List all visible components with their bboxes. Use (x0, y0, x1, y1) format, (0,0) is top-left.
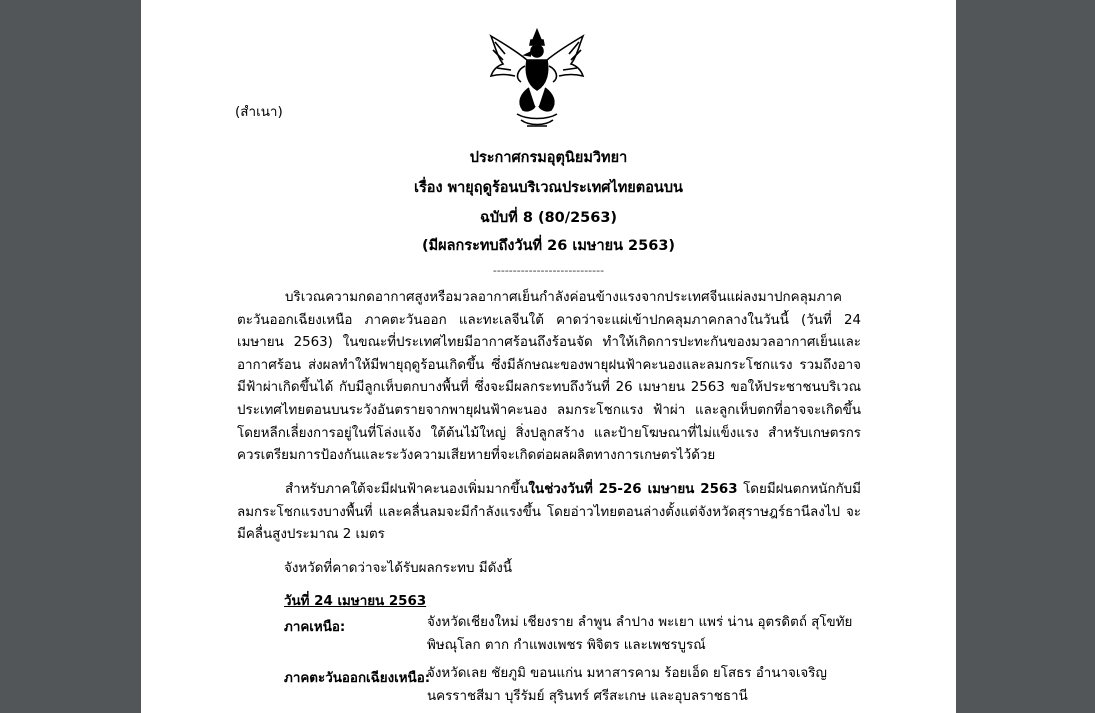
document-subject: เรื่อง พายุฤดูร้อนบริเวณประเทศไทยตอนบน (414, 180, 683, 196)
paragraph-1 (237, 287, 861, 468)
document-title: ประกาศกรมอุตุนิยมวิทยา (469, 150, 628, 166)
region-text-north: จังหวัดเชียงใหม่ เชียงราย ลำพูน ลำปาง พะเยา แพร่ น่าน อุตรดิตถ์ สุโขทัย พิษณุโลก ตาก กำแพงเพชร พิจิตร และเพชรบูรณ์ (427, 615, 853, 653)
copy-mark: (สำเนา) (235, 104, 283, 120)
paragraph-2-post: โดยมีฝนตกหนักกับมีลมกระโชกแรงบางพื้นที่ และคลื่นลมจะมีกำลังแรงขึ้น โดยอ่าวไทยตอนล่างตั้งแต่จังหวัดสุราษฎร์ธานีลงไป จะมีคลื่นสูงประมาณ 2 เมตร (237, 482, 861, 543)
region-text-northeast: จังหวัดเลย ชัยภูมิ ขอนแก่น มหาสารคาม ร้อยเอ็ด ยโสธร อำนาจเจริญ นครราชสีมา บุรีรัมย์ สุรินทร์ ศรีสะเกษ และอุบลราชธานี (427, 666, 827, 704)
region-label-north: ภาคเหนือ: (284, 620, 346, 635)
document-effective-date: (มีผลกระทบถึงวันที่ 26 เมษายน 2563) (421, 238, 676, 254)
paragraph-2-pre: สำหรับภาคใต้จะมีฝนฟ้าคะนองเพิ่มมากขึ้น (285, 482, 529, 497)
document-issue: ฉบับที่ 8 (80/2563) (479, 210, 618, 226)
date-heading: วันที่ 24 เมษายน 2563 (284, 594, 427, 609)
affected-intro: จังหวัดที่คาดว่าจะได้รับผลกระทบ มีดังนี้ (284, 561, 512, 576)
paragraph-1-text: บริเวณความกดอากาศสูงหรือมวลอากาศเย็นกำลังค่อนข้างแรงจากประเทศจีนแผ่ลงมาปกคลุมภาคตะวันออกเฉียงเหนือ ภาคตะวันออก และทะเลจีนใต้ คาดว่าจะแผ่เข้าปกคลุมภาคกลางในวันนี้ (วันที่ 24 เมษายน 2563) ในขณะที่ประเทศไทยมีอากาศร้อนถึงร้อนจัด ทำให้เกิดการปะทะกันของมวลอากาศเย็นและอากาศร้อน ส่งผลทำให้มีพายุฤดูร้อนเกิดขึ้น ซึ่งมีลักษณะของพายุฝนฟ้าคะนองและลมกระโชกแรง รวมถึงอาจมีฟ้าผ่าเกิดขึ้นได้ กับมีลูกเห็บตกบางพื้นที่ ซึ่งจะมีผลกระทบถึงวันที่ 26 เมษายน 2563 ขอให้ประชาชนบริเวณประเทศไทยตอนบนระวังอันตรายจากพายุฝนฟ้าคะนอง ลมกระโชกแรง ฟ้าผ่า และลูกเห็บตกที่อาจจะเกิดขึ้น โดยหลีกเลี่ยงการอยู่ในที่โล่งแจ้ง ใต้ต้นไม้ใหญ่ สิ่งปลูกสร้าง และป้ายโฆษณาที่ไม่แข็งแรง สำหรับเกษตรกรควรเตรียมการป้องกันและระวังความเสียหายที่จะเกิดต่อผลผลิตทางการเกษตรไว้ด้วย (237, 290, 861, 464)
region-label-northeast: ภาคตะวันออกเฉียงเหนือ: (284, 671, 431, 686)
document-page (141, 0, 956, 713)
garuda-emblem-icon (487, 28, 587, 130)
divider: ---------------------------- (492, 264, 605, 277)
paragraph-2 (237, 479, 861, 547)
paragraph-2-bold: ในช่วงวันที่ 25-26 เมษายน 2563 (528, 482, 738, 497)
